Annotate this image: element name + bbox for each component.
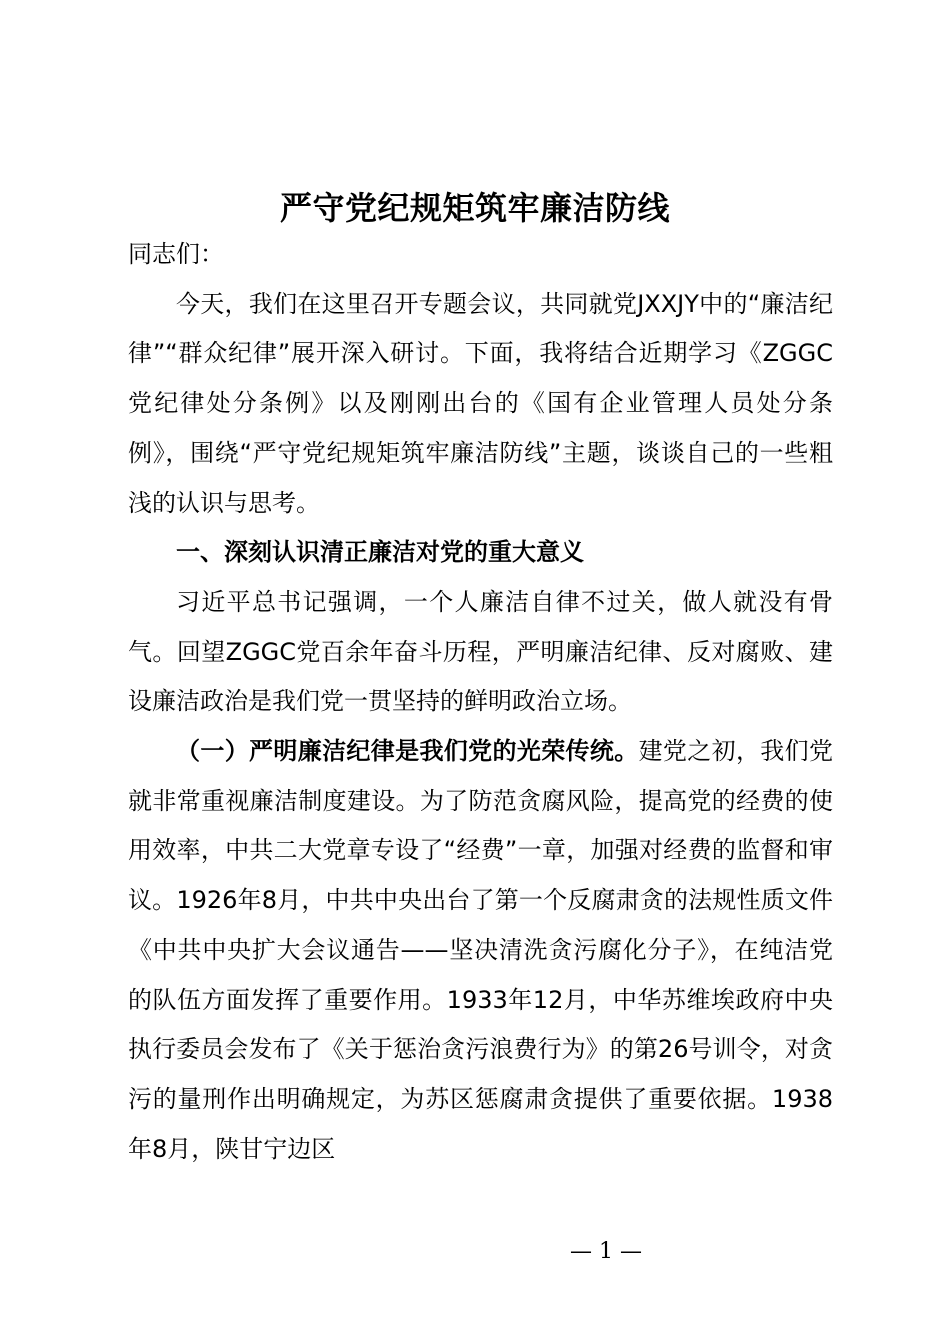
subsection-body: 建党之初，我们党就非常重视廉洁制度建设。为了防范贪腐风险，提高党的经费的使用效率，中共二大党章专设了“经费”一章，加强对经费的监督和审议。1926年8月，中共中央出台了第一个反腐肃贪的法规性质文件《中共中央扩大会议通告——坚决清洗贪污腐化分子》，在纯洁党的队伍方面发挥了重要作用。1933年12月，中华苏维埃政府中央执行委员会发布了《关于惩治贪污浪费行为》的第26号训令，对贪污的量刑作出明确规定，为苏区惩腐肃贪提供了重要依据。1938年8月，陕甘宁边区 bbox=[128, 737, 834, 1163]
section-paragraph: 习近平总书记强调，一个人廉洁自律不过关，做人就没有骨气。回望ZGGC党百余年奋斗历程，严明廉洁纪律、反对腐败、建设廉洁政治是我们党一贯坚持的鲜明政治立场。 bbox=[128, 587, 833, 716]
document-body bbox=[128, 230, 833, 1174]
salutation: 同志们： bbox=[128, 240, 224, 268]
subsection-heading: （一）严明廉洁纪律是我们党的光荣传统。 bbox=[176, 737, 639, 766]
subsection-paragraph bbox=[128, 727, 833, 1174]
document-title: 严守党纪规矩筑牢廉洁防线 bbox=[279, 189, 670, 227]
page-number: — 1 — bbox=[570, 1239, 642, 1264]
section-heading: 一、深刻认识清正廉洁对党的重大意义 bbox=[176, 538, 584, 567]
intro-paragraph: 今天，我们在这里召开专题会议，共同就党JXXJY中的“廉洁纪律”“群众纪律”展开深入研讨。下面，我将结合近期学习《ZGGC党纪律处分条例》以及刚刚出台的《国有企业管理人员处分条例》，围绕“严守党纪规矩筑牢廉洁防线”主题，谈谈自己的一些粗浅的认识与思考。 bbox=[128, 289, 833, 517]
